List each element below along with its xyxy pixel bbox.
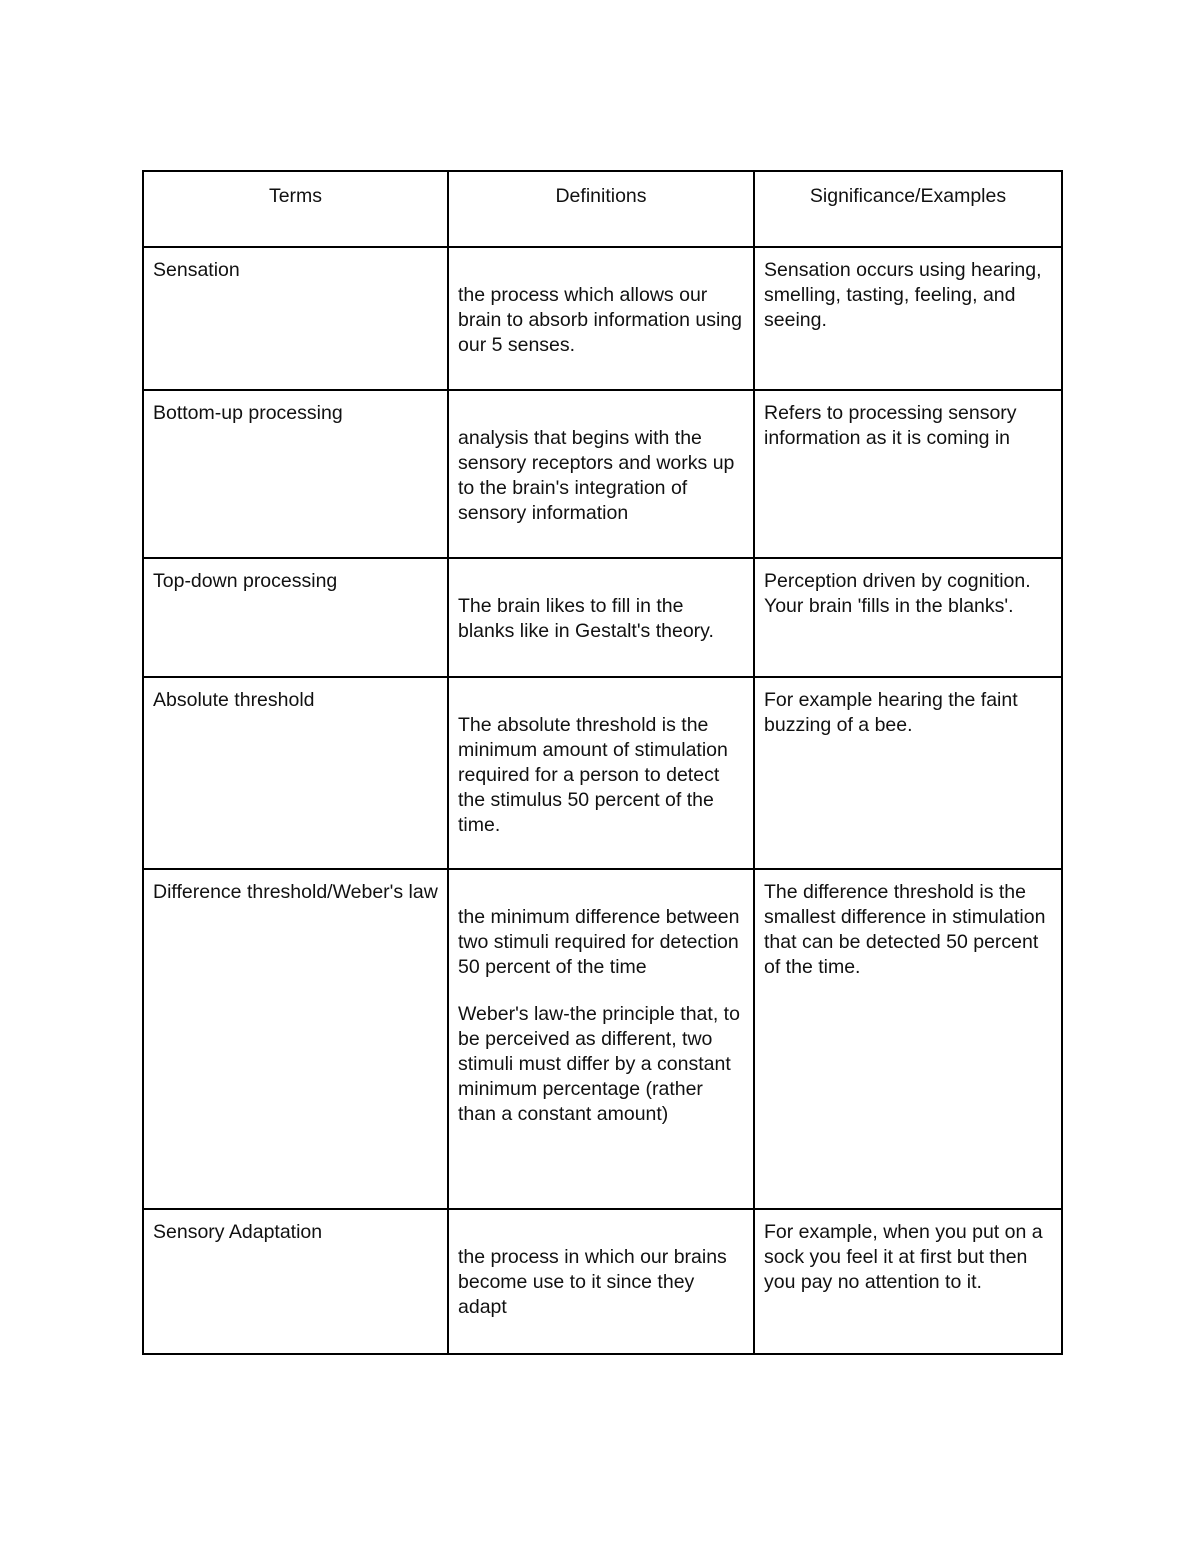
definition-cell xyxy=(448,869,754,1209)
definition-cell xyxy=(448,1209,754,1354)
definition-text: Weber's law-the principle that, to be perceived as different, two stimuli must differ by a constant minimum percentage (rather than a constant amount) xyxy=(458,1003,740,1125)
definition-text: The brain likes to fill in the blanks like in Gestalt's theory. xyxy=(458,595,714,642)
term-cell: Sensation xyxy=(143,247,448,390)
terms-table xyxy=(142,170,1063,1355)
table-row xyxy=(143,558,1062,677)
header-definitions: Definitions xyxy=(448,171,754,247)
definition-text: analysis that begins with the sensory receptors and works up to the brain's integration of sensory information xyxy=(458,427,735,524)
table-row xyxy=(143,247,1062,390)
significance-cell: Perception driven by cognition. Your brain 'fills in the blanks'. xyxy=(754,558,1062,677)
significance-cell: The difference threshold is the smallest difference in stimulation that can be detected 50 percent of the time. xyxy=(754,869,1062,1209)
header-terms: Terms xyxy=(143,171,448,247)
significance-cell: For example, when you put on a sock you feel it at first but then you pay no attention to it. xyxy=(754,1209,1062,1354)
definition-cell xyxy=(448,677,754,869)
table-row xyxy=(143,869,1062,1209)
term-cell: Sensory Adaptation xyxy=(143,1209,448,1354)
header-significance: Significance/Examples xyxy=(754,171,1062,247)
table-row xyxy=(143,1209,1062,1354)
definition-cell xyxy=(448,247,754,390)
header-row xyxy=(143,171,1062,247)
term-cell: Bottom-up processing xyxy=(143,390,448,558)
term-cell: Difference threshold/Weber's law xyxy=(143,869,448,1209)
term-cell: Absolute threshold xyxy=(143,677,448,869)
significance-cell: Refers to processing sensory information as it is coming in xyxy=(754,390,1062,558)
significance-cell: Sensation occurs using hearing, smelling, tasting, feeling, and seeing. xyxy=(754,247,1062,390)
definition-text: The absolute threshold is the minimum amount of stimulation required for a person to detect the stimulus 50 percent of the time. xyxy=(458,714,728,836)
definition-cell xyxy=(448,390,754,558)
definition-cell xyxy=(448,558,754,677)
definition-text: the process which allows our brain to absorb information using our 5 senses. xyxy=(458,284,742,356)
significance-cell: For example hearing the faint buzzing of a bee. xyxy=(754,677,1062,869)
definition-text: the minimum difference between two stimuli required for detection 50 percent of the time xyxy=(458,906,740,978)
term-cell: Top-down processing xyxy=(143,558,448,677)
definition-text: the process in which our brains become use to it since they adapt xyxy=(458,1246,727,1318)
table-row xyxy=(143,390,1062,558)
table-row xyxy=(143,677,1062,869)
